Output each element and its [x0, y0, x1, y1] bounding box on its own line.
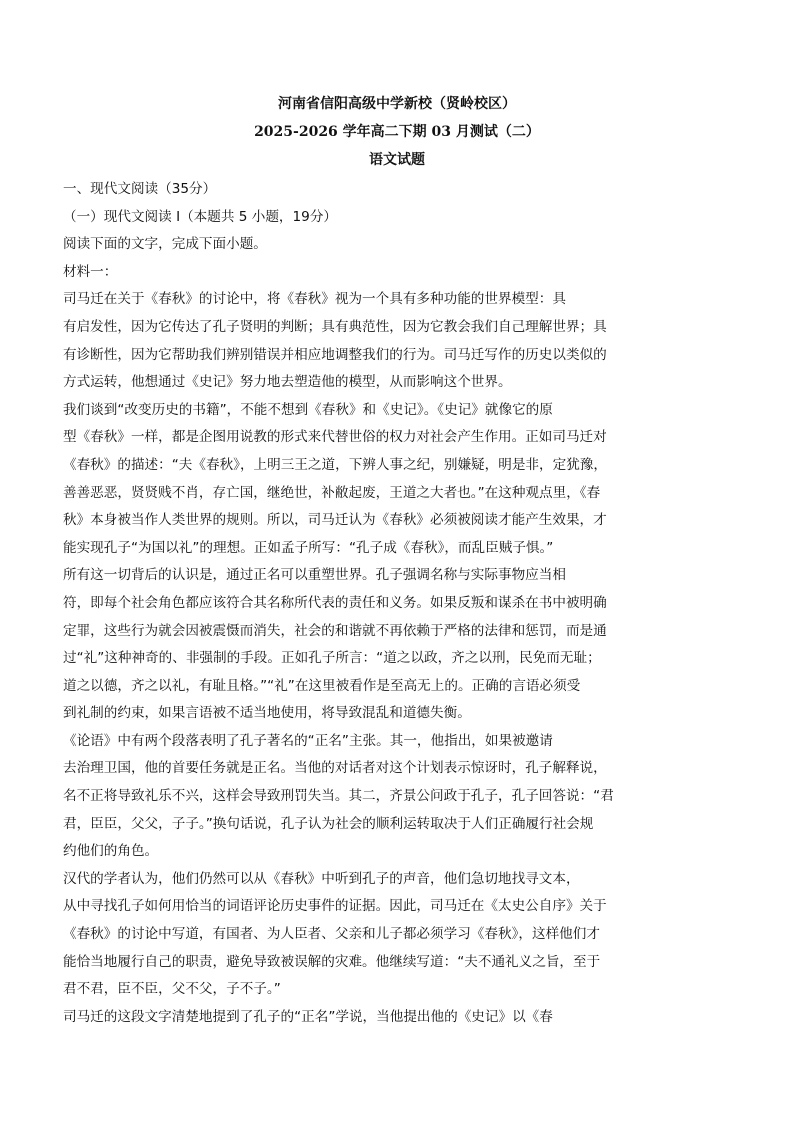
text-line: 符，即每个社会角色都应该符合其名称所代表的责任和义务。如果反叛和谋杀在书中被明确 [63, 594, 607, 611]
exam-title: 2025-2026 学年高二下期 03 月测试（二） [254, 124, 540, 140]
subsection-heading: （一）现代文阅读 I（本题共 5 小题，19分） [63, 208, 338, 225]
text-line: 汉代的学者认为，他们仍然可以从《春秋》中听到孔子的声音，他们急切地找寻文本， [63, 870, 580, 887]
text-line: 去治理卫国，他的首要任务就是正名。当他的对话者对这个计划表示惊讶时，孔子解释说， [63, 760, 607, 777]
text-line: 君不君，臣不臣，父不父，子不子。” [63, 981, 281, 998]
text-line: 能恰当地履行自己的职责，避免导致被误解的灾难。他继续写道：“夫不通礼义之旨，至于 [63, 953, 601, 970]
text-line: 型《春秋》一样，都是企图用说教的形式来代替世俗的权力对社会产生作用。正如司马迁对 [63, 429, 607, 446]
text-line: 司马迁的这段文字清楚地提到了孔子的“正名”学说，当他提出他的《史记》以《春 [63, 1008, 553, 1025]
text-line: 道之以德，齐之以礼，有耻且格。”“礼”在这里被看作是至高无上的。正确的言语必须受 [63, 677, 581, 694]
text-line: 善善恶恶，贤贤贱不肖，存亡国，继绝世，补敝起废，王道之大者也。”在这种观点里，《春 [63, 484, 601, 501]
text-line: 所有这一切背后的认识是，通过正名可以重塑世界。孔子强调名称与实际事物应当相 [63, 567, 566, 584]
text-line: 能实现孔子“为国以礼”的理想。正如孟子所写：“孔子成《春秋》，而乱臣贼子惧。” [63, 539, 554, 556]
text-line: 到礼制的约束，如果言语被不适当地使用，将导致混乱和道德失衡。 [63, 705, 471, 722]
text-line: 司马迁在关于《春秋》的讨论中，将《春秋》视为一个具有多种功能的世界模型：具 [63, 291, 566, 308]
text-line: 我们谈到“改变历史的书籍”，不能不想到《春秋》和《史记》。《史记》就像它的原 [63, 401, 553, 418]
subject-title: 语文试题 [369, 152, 425, 168]
text-line: 君，臣臣，父父，子子。”换句话说，孔子认为社会的顺利运转取决于人们正确履行社会规 [63, 815, 594, 832]
text-line: 有启发性，因为它传达了孔子贤明的判断；具有典范性，因为它教会我们自己理解世界；具 [63, 318, 607, 335]
school-title: 河南省信阳高级中学新校（贤岭校区） [278, 96, 516, 112]
text-line: 定罪，这些行为就会因被震慑而消失，社会的和谐就不再依赖于严格的法律和惩罚，而是通 [63, 622, 607, 639]
text-line: 秋》本身被当作人类世界的规则。所以，司马迁认为《春秋》必须被阅读才能产生效果，才 [63, 512, 607, 529]
text-line: 方式运转，他想通过《史记》努力地去塑造他的模型，从而影响这个世界。 [63, 374, 512, 391]
document-body [63, 176, 733, 1031]
text-line: 有诊断性，因为它帮助我们辨别错误并相应地调整我们的行为。司马迁写作的历史以类似的 [63, 346, 607, 363]
text-line: 名不正将导致礼乐不兴，这样会导致刑罚失当。其二，齐景公问政于孔子，孔子回答说：“君 [63, 788, 614, 805]
instruction-text: 阅读下面的文字，完成下面小题。 [63, 236, 267, 253]
text-line: 《春秋》的讨论中写道，有国者、为人臣者、父亲和儿子都必须学习《春秋》，这样他们才 [63, 926, 600, 943]
text-line: 约他们的角色。 [63, 843, 159, 860]
text-line: 过“礼”这种神奇的、非强制的手段。正如孔子所言：“道之以政，齐之以刑，民免而无耻； [63, 650, 601, 667]
section-heading: 一、现代文阅读（35分） [63, 181, 217, 197]
material-label: 材料一： [63, 263, 118, 280]
text-line: 《春秋》的描述：“夫《春秋》，上明三王之道，下辨人事之纪，别嫌疑，明是非，定犹豫， [63, 456, 607, 473]
text-line: 从中寻找孔子如何用恰当的词语评论历史事件的证据。因此，司马迁在《太史公自序》关于 [63, 898, 607, 915]
text-line: 《论语》中有两个段落表明了孔子著名的“正名”主张。其一，他指出，如果被邀请 [63, 732, 553, 749]
